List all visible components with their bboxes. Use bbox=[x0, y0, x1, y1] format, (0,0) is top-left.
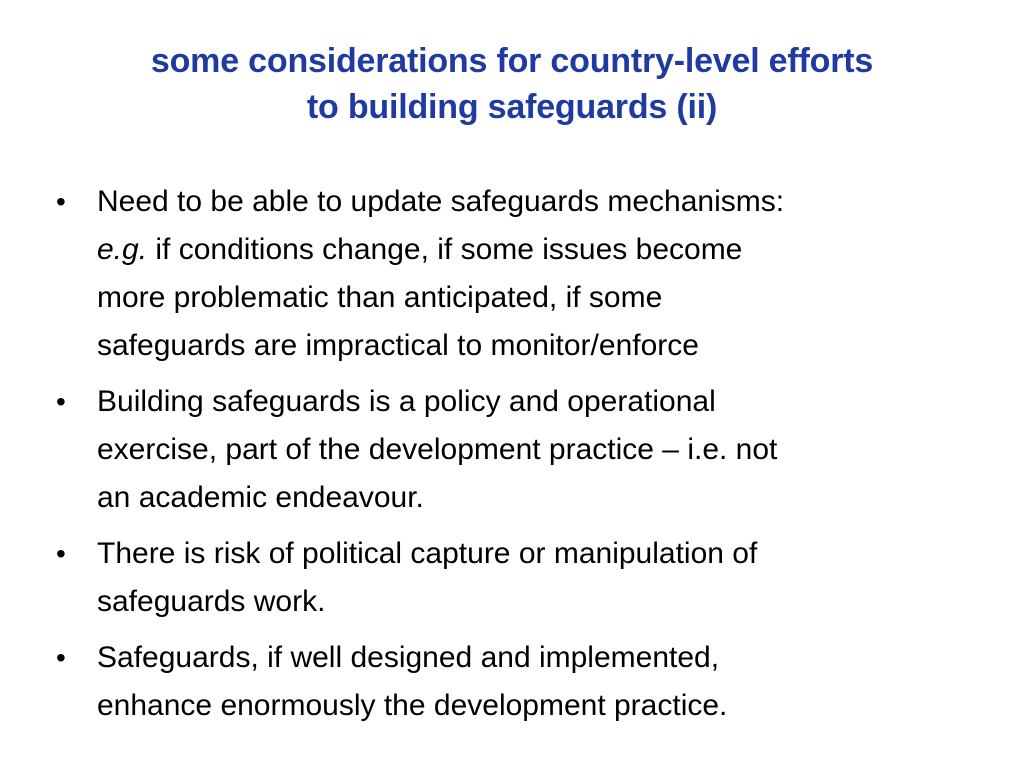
bullet-icon: • bbox=[56, 642, 66, 673]
bullet-1-line-2-text: if conditions change, if some issues become bbox=[155, 233, 743, 266]
bullet-2-line-2: exercise, part of the development practice – i.e. not bbox=[97, 433, 778, 466]
bullet-4-line-2: enhance enormously the development practice. bbox=[97, 689, 728, 722]
bullet-item-4 bbox=[56, 634, 956, 730]
bullet-1-line-3: more problematic than anticipated, if some bbox=[97, 281, 663, 314]
slide-title bbox=[60, 38, 964, 130]
bullet-2-line-1: Building safeguards is a policy and operational bbox=[97, 385, 716, 418]
title-line-1: some considerations for country-level efforts bbox=[150, 42, 874, 80]
bullet-icon: • bbox=[56, 186, 66, 217]
bullet-2-line-3: an academic endeavour. bbox=[97, 481, 424, 514]
title-line-2: to building safeguards (ii) bbox=[306, 88, 718, 126]
bullet-list bbox=[56, 178, 956, 738]
eg-abbreviation: e.g. bbox=[97, 233, 148, 266]
bullet-item-3 bbox=[56, 530, 956, 626]
bullet-item-2 bbox=[56, 378, 956, 522]
bullet-1-line-2 bbox=[97, 226, 956, 274]
bullet-1-line-4: safeguards are impractical to monitor/enforce bbox=[97, 329, 699, 362]
bullet-3-line-1: There is risk of political capture or manipulation of bbox=[97, 537, 758, 570]
bullet-3-line-2: safeguards work. bbox=[97, 585, 326, 618]
bullet-1-line-1: Need to be able to update safeguards mechanisms: bbox=[97, 185, 785, 218]
bullet-4-line-1: Safeguards, if well designed and implemented, bbox=[97, 641, 720, 674]
bullet-item-1 bbox=[56, 178, 956, 370]
bullet-icon: • bbox=[56, 538, 66, 569]
bullet-icon: • bbox=[56, 386, 66, 417]
